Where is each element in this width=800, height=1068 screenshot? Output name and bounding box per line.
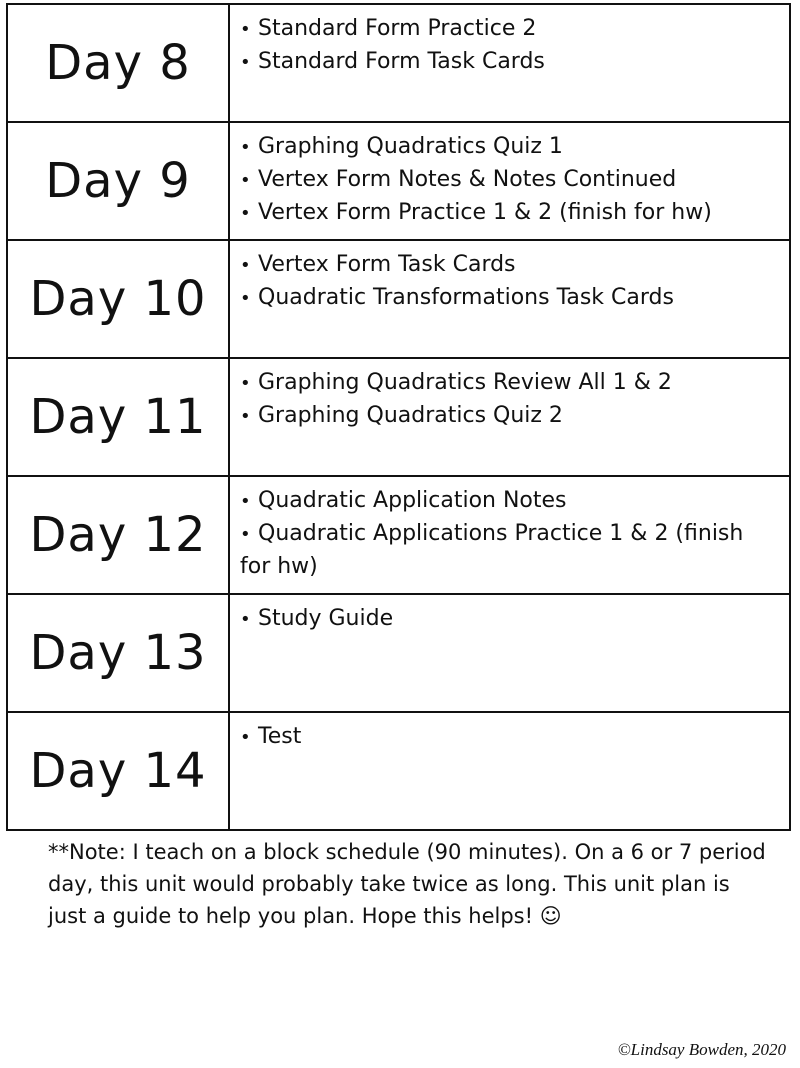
bullet-icon: • — [240, 524, 251, 545]
bullet-icon: • — [240, 19, 251, 40]
schedule-row — [7, 240, 790, 358]
task-text: Standard Form Task Cards — [258, 49, 545, 74]
day-label: Day 14 — [7, 712, 229, 830]
task-list — [240, 485, 779, 583]
task-item — [240, 485, 779, 518]
task-list — [240, 721, 779, 754]
schedule-row — [7, 594, 790, 712]
task-list — [240, 603, 779, 636]
bullet-icon: • — [240, 255, 251, 276]
task-text: Quadratic Applications Practice 1 & 2 (finish for hw) — [240, 521, 744, 579]
bullet-icon: • — [240, 491, 251, 512]
unit-schedule-table — [6, 3, 791, 831]
day-label: Day 10 — [7, 240, 229, 358]
schedule-row — [7, 358, 790, 476]
task-item — [240, 249, 779, 282]
task-item — [240, 721, 779, 754]
task-cell — [229, 476, 790, 594]
bullet-icon: • — [240, 373, 251, 394]
task-item — [240, 367, 779, 400]
bullet-icon: • — [240, 288, 251, 309]
day-label: Day 11 — [7, 358, 229, 476]
bullet-icon: • — [240, 609, 251, 630]
task-item — [240, 400, 779, 433]
task-item — [240, 131, 779, 164]
task-list — [240, 13, 779, 79]
task-cell — [229, 122, 790, 240]
task-text: Quadratic Application Notes — [258, 488, 567, 513]
schedule-row — [7, 122, 790, 240]
task-cell — [229, 240, 790, 358]
task-text: Study Guide — [258, 606, 394, 631]
task-cell — [229, 712, 790, 830]
task-text: Vertex Form Practice 1 & 2 (finish for hw) — [258, 200, 712, 225]
day-label: Day 12 — [7, 476, 229, 594]
task-list — [240, 131, 779, 230]
schedule-note: **Note: I teach on a block schedule (90 minutes). On a 6 or 7 period day, this unit would probably take twice as long. This unit plan is just a guide to help you plan. Hope this helps! ☺ — [48, 840, 766, 928]
task-text: Standard Form Practice 2 — [258, 16, 537, 41]
task-item — [240, 164, 779, 197]
schedule-row — [7, 476, 790, 594]
task-list — [240, 367, 779, 433]
schedule-body — [7, 4, 790, 830]
task-item — [240, 603, 779, 636]
day-label: Day 9 — [7, 122, 229, 240]
task-cell — [229, 4, 790, 122]
task-cell — [229, 358, 790, 476]
task-list — [240, 249, 779, 315]
task-item — [240, 13, 779, 46]
day-label: Day 8 — [7, 4, 229, 122]
bullet-icon: • — [240, 727, 251, 748]
task-cell — [229, 594, 790, 712]
task-text: Test — [258, 724, 302, 749]
task-text: Quadratic Transformations Task Cards — [258, 285, 674, 310]
task-text: Graphing Quadratics Quiz 2 — [258, 403, 563, 428]
bullet-icon: • — [240, 170, 251, 191]
bullet-icon: • — [240, 137, 251, 158]
bullet-icon: • — [240, 203, 251, 224]
task-item — [240, 518, 779, 583]
schedule-row — [7, 4, 790, 122]
schedule-row — [7, 712, 790, 830]
task-item — [240, 197, 779, 230]
task-item — [240, 282, 779, 315]
task-item — [240, 46, 779, 79]
task-text: Graphing Quadratics Review All 1 & 2 — [258, 370, 672, 395]
task-text: Graphing Quadratics Quiz 1 — [258, 134, 563, 159]
copyright-text: ©Lindsay Bowden, 2020 — [617, 1040, 786, 1059]
day-label: Day 13 — [7, 594, 229, 712]
task-text: Vertex Form Task Cards — [258, 252, 516, 277]
task-text: Vertex Form Notes & Notes Continued — [258, 167, 677, 192]
bullet-icon: • — [240, 406, 251, 427]
bullet-icon: • — [240, 52, 251, 73]
